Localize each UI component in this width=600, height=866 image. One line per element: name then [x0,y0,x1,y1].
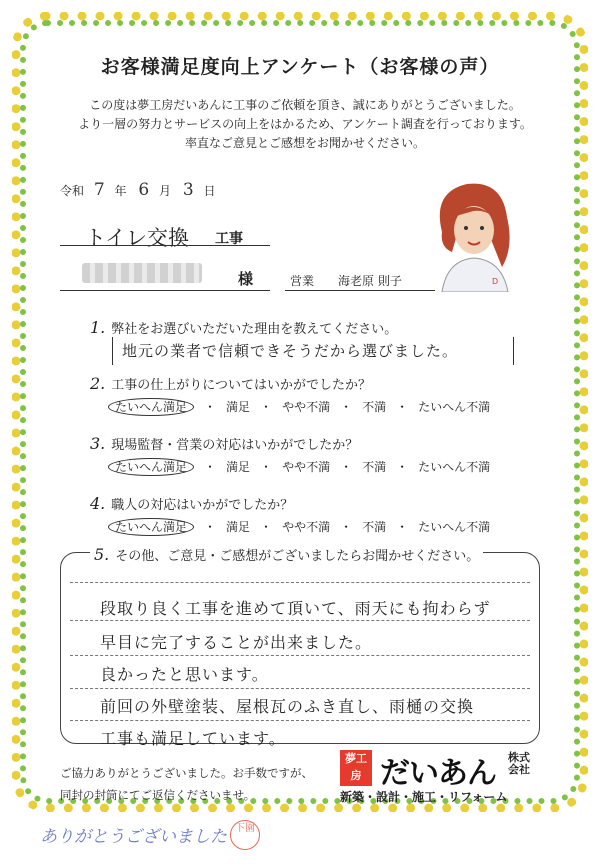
date-month: 6 [138,180,150,200]
option-dissatisfied[interactable]: 不満 [362,460,387,474]
comment-line: 早目に完了することが出来ました。 [100,633,373,652]
option-very-satisfied[interactable]: たいへん満足 [108,518,194,536]
logo-corp: 株式会社 [508,751,530,776]
option-dissatisfied[interactable]: 不満 [362,520,387,534]
date-day: 3 [182,180,194,200]
comment-rule [70,620,530,621]
option-somewhat-dissatisfied[interactable]: やや不満 [282,400,331,414]
question-3-options: たいへん満足 ・ 満足 ・ やや不満 ・ 不満 ・ たいへん不満 [108,458,490,475]
comment-line: 工事も満足しています。 [100,729,286,748]
customer-name-redacted [82,263,202,283]
comment-rule [70,655,530,656]
comment-rule [70,582,530,583]
question-4-options: たいへん満足 ・ 満足 ・ やや不満 ・ 不満 ・ たいへん不満 [108,518,490,535]
question-5: 5. その他、ご意見・ご感想がございましたらお聞かせください。 [90,545,483,564]
comment-line: 段取り良く工事を進めて頂いて、雨天にも拘わらず [100,599,491,618]
sales-avatar-illustration [422,172,522,292]
comment-rule [70,688,530,689]
company-logo [340,748,560,810]
sales-label: 営業 [290,274,315,288]
logo-brand: だいあん [380,756,496,791]
logo-tagline: 新築・設計・施工・リフォーム [340,790,508,804]
question-2-options: たいへん満足 ・ 満足 ・ やや不満 ・ 不満 ・ たいへん不満 [108,398,490,415]
question-4: 4. 職人の対応はいかがでしたか？ [90,494,294,513]
work-type-label: 工事 [215,231,243,247]
comment-rule [70,720,530,721]
handwritten-thanks: ありがとうございました [40,827,227,847]
customer-name-suffix: 様 [238,270,254,288]
answer-1-text: 地元の業者で信頼できそうだから選びました。 [122,342,459,360]
option-very-dissatisfied[interactable]: たいへん不満 [418,460,491,474]
option-somewhat-dissatisfied[interactable]: やや不満 [282,520,331,534]
option-very-dissatisfied[interactable]: たいへん不満 [418,520,491,534]
question-3: 3. 現場監督・営業の対応はいかがでしたか？ [90,434,359,453]
comment-line: 前回の外壁塗装、屋根瓦のふき直し、雨樋の交換 [100,697,475,716]
option-satisfied[interactable]: 満足 [226,460,251,474]
option-somewhat-dissatisfied[interactable]: やや不満 [282,460,331,474]
name-stamp: 下園 [230,820,260,850]
question-1: 1. 弊社をお選びいただいた理由を教えてください。 [90,318,398,337]
svg-text:D: D [492,277,499,286]
option-very-satisfied[interactable]: たいへん満足 [108,398,194,416]
date-field: 令和 7 年 6 月 3 日 [60,180,216,200]
option-satisfied[interactable]: 満足 [226,400,251,414]
work-type-underline [60,245,270,246]
footer-note: ご協力ありがとうございました。お手数ですが、 同封の封筒にてご返信くださいませ。 [60,766,313,802]
comment-line: 良かったと思います。 [100,665,269,684]
intro-text: この度は夢工房だいあんに工事のご依頼を頂き、誠にありがとうございました。 より一層の努力とサービスの向上をはかるため、アンケート調査を行っております。 率直なご意見とご感想をお聞かせください。 [78,98,532,150]
option-satisfied[interactable]: 満足 [226,520,251,534]
logo-mark: 夢工房 [340,750,372,786]
option-very-dissatisfied[interactable]: たいへん不満 [418,400,491,414]
sales-name: 海老原 則子 [338,274,402,288]
work-type-value: トイレ交換 [85,226,189,250]
date-year: 7 [93,180,105,200]
question-2: 2. 工事の仕上がりについてはいかがでしたか？ [90,374,372,393]
sales-underline [285,290,435,291]
option-dissatisfied[interactable]: 不満 [362,400,387,414]
customer-name-underline [60,290,270,291]
option-very-satisfied[interactable]: たいへん満足 [108,458,194,476]
survey-title: お客様満足度向上アンケート（お客様の声） [100,56,500,78]
